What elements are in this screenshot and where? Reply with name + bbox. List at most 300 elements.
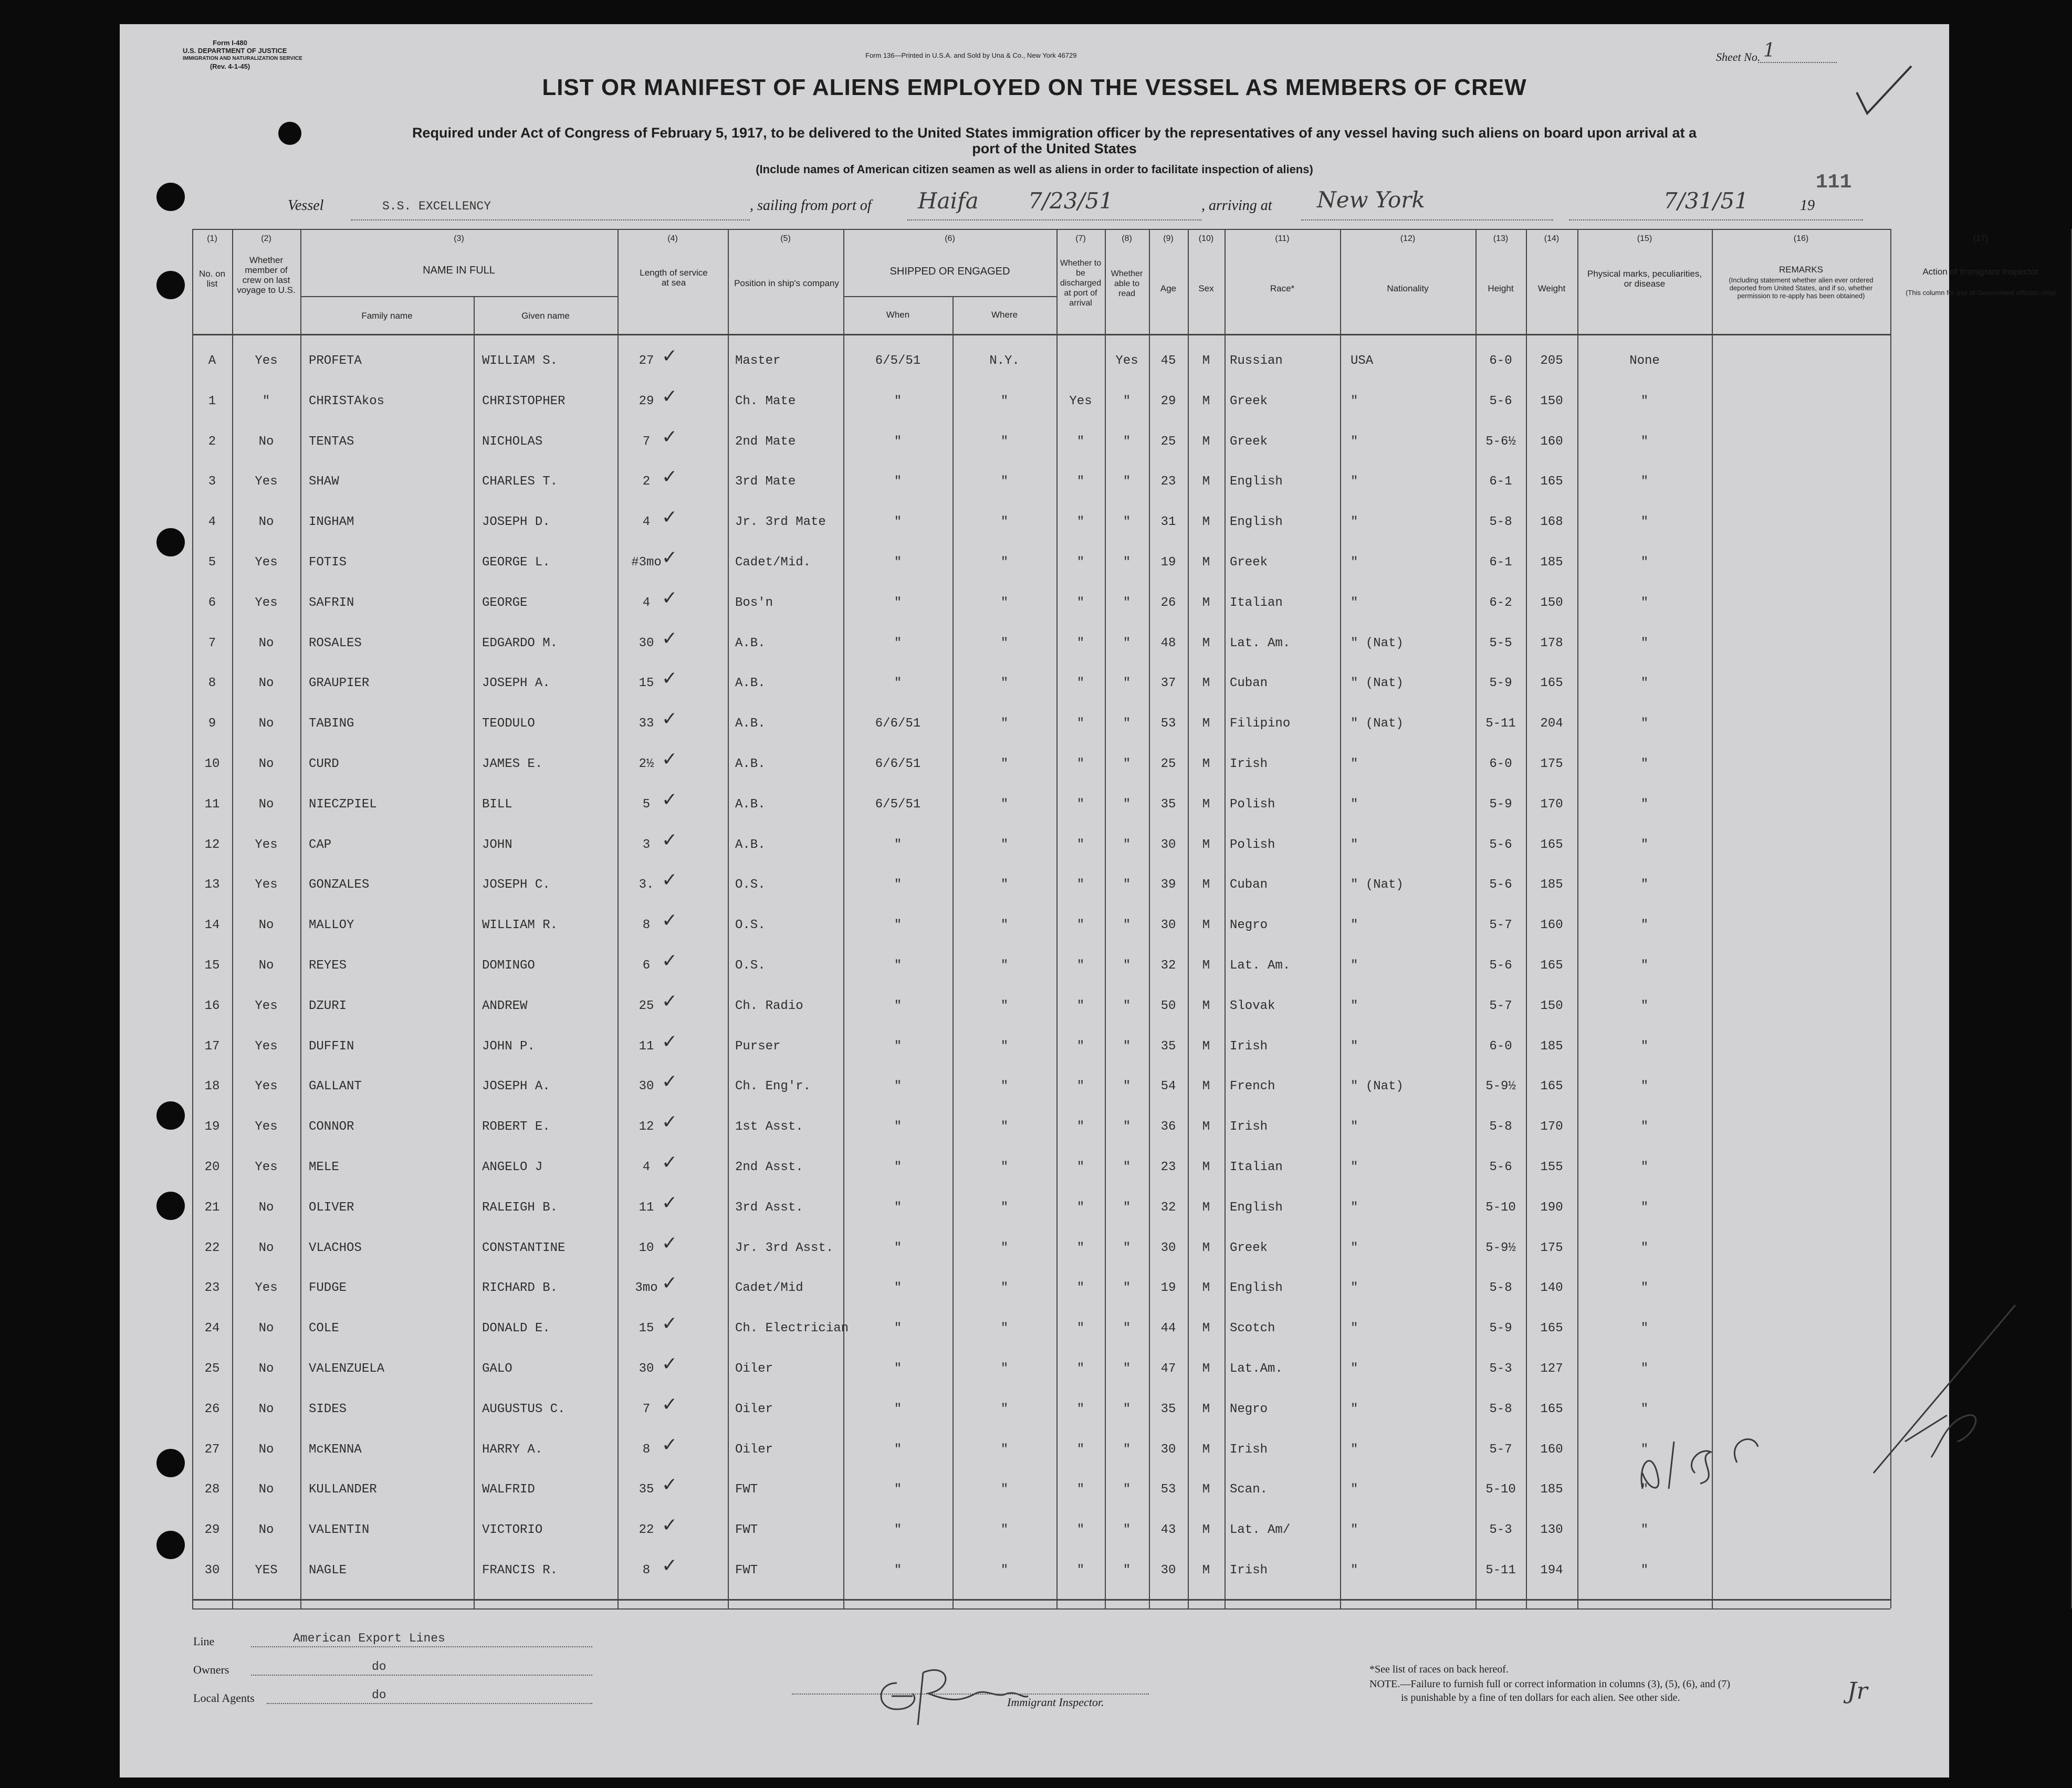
service-length-cell: 12 (639, 1120, 654, 1134)
row-number: 30 (204, 1563, 220, 1577)
shipped-where-cell: " (1000, 1240, 1009, 1255)
nationality-cell: " (1351, 998, 1358, 1013)
nationality-cell: " (Nat) (1351, 1079, 1404, 1094)
last-voyage-cell: Yes (255, 1160, 278, 1174)
table-row (192, 947, 1890, 981)
race-cell: Scotch (1230, 1321, 1275, 1336)
row-number: 4 (208, 515, 216, 530)
able-to-read-cell: " (1123, 636, 1131, 650)
shipped-where-cell: " (1000, 1402, 1009, 1416)
shipped-where-cell: " (1000, 636, 1009, 650)
shipped-when-cell: " (894, 434, 902, 449)
shipped-where-cell: " (1000, 1200, 1009, 1215)
given-name-cell: JOSEPH C. (482, 878, 550, 892)
service-length-cell: 27 (639, 354, 654, 368)
given-name-cell: NICHOLAS (482, 434, 543, 449)
row-number: A (208, 354, 216, 368)
position-cell: A.B. (735, 636, 766, 650)
discharged-cell: " (1076, 515, 1085, 530)
height-cell: 5-10 (1485, 1482, 1516, 1497)
checkmark-icon: ✓ (662, 1555, 678, 1576)
age-cell: 32 (1160, 959, 1176, 973)
last-voyage-cell: No (258, 1523, 274, 1538)
shipped-when-cell: " (894, 1523, 902, 1538)
family-name-cell: PROFETA (309, 354, 362, 368)
table-row (192, 826, 1890, 860)
row-number: 9 (208, 717, 216, 731)
sex-cell: M (1202, 959, 1210, 973)
sex-cell: M (1202, 757, 1210, 771)
race-cell: Lat. Am/ (1230, 1523, 1291, 1538)
col-num: (15) (1637, 234, 1652, 243)
physical-marks-cell: " (1640, 475, 1649, 489)
given-name-cell: GEORGE (482, 595, 528, 610)
position-cell: Cadet/Mid (735, 1281, 803, 1296)
sex-cell: M (1202, 555, 1210, 570)
service-length-cell: 5 (642, 797, 651, 812)
col-header-no: No. on list (198, 269, 226, 289)
service-length-cell: 6 (642, 959, 651, 973)
service-length-cell: 30 (639, 636, 654, 650)
able-to-read-cell: " (1123, 1240, 1131, 1255)
position-cell: Jr. 3rd Asst. (735, 1240, 834, 1255)
height-cell: 5-11 (1485, 717, 1516, 731)
last-voyage-cell: No (258, 1482, 274, 1497)
last-voyage-cell: Yes (255, 1079, 278, 1094)
sex-cell: M (1202, 918, 1210, 933)
service-length-cell: 15 (639, 1321, 654, 1336)
checkmark-icon: ✓ (662, 910, 678, 932)
shipped-when-cell: " (894, 1563, 902, 1577)
nationality-cell: " (1351, 1402, 1358, 1416)
age-cell: 44 (1160, 1321, 1176, 1336)
given-name-cell: GEORGE L. (482, 555, 550, 570)
physical-marks-cell: " (1640, 555, 1649, 570)
discharged-cell: " (1076, 1523, 1085, 1538)
row-number: 7 (208, 636, 216, 650)
col-header-height: Height (1488, 283, 1514, 293)
shipped-where-cell: " (1000, 1281, 1009, 1296)
nationality-cell: " (1351, 918, 1358, 933)
nationality-cell: " (1351, 1281, 1358, 1296)
row-number: 6 (208, 595, 216, 610)
table-row (192, 987, 1890, 1021)
race-cell: Lat. Am. (1230, 959, 1291, 973)
last-voyage-cell: No (258, 1442, 274, 1457)
family-name-cell: TENTAS (309, 434, 354, 449)
able-to-read-cell: Yes (1115, 354, 1138, 368)
height-cell: 6-1 (1489, 475, 1512, 489)
shipped-where-cell: " (1000, 434, 1009, 449)
service-length-cell: 4 (642, 515, 651, 530)
form-number: Form I-480 (213, 39, 247, 47)
race-cell: Cuban (1230, 878, 1268, 892)
discharged-cell: " (1076, 1200, 1085, 1215)
family-name-cell: ROSALES (309, 636, 362, 650)
service-length-cell: 8 (642, 918, 651, 933)
age-cell: 29 (1160, 394, 1176, 408)
able-to-read-cell: " (1123, 676, 1131, 691)
col-header-weight: Weight (1537, 283, 1566, 293)
height-cell: 5-8 (1489, 1402, 1512, 1416)
race-cell: Irish (1230, 757, 1268, 771)
discharged-cell: " (1076, 1160, 1085, 1174)
age-cell: 25 (1160, 434, 1176, 449)
row-number: 8 (208, 676, 216, 691)
able-to-read-cell: " (1123, 1523, 1131, 1538)
manifest-sheet (120, 24, 2056, 1778)
table-row (192, 1189, 1890, 1223)
checkmark-icon: ✓ (662, 788, 678, 811)
nationality-cell: " (1351, 1321, 1358, 1336)
position-cell: Oiler (735, 1442, 773, 1457)
last-voyage-cell: No (258, 797, 274, 812)
table-row (192, 786, 1890, 819)
family-name-cell: GRAUPIER (309, 676, 370, 691)
col-header-position: Position in ship's company (734, 278, 839, 288)
given-name-cell: JOHN (482, 837, 512, 852)
discharged-cell: " (1076, 878, 1085, 892)
height-cell: 5-6½ (1485, 434, 1516, 449)
given-name-cell: JOSEPH A. (482, 676, 550, 691)
race-cell: Polish (1230, 797, 1275, 812)
nationality-cell: " (1351, 757, 1358, 771)
sex-cell: M (1202, 475, 1210, 489)
nationality-cell: " (1351, 1039, 1358, 1054)
checkmark-icon: ✓ (662, 1474, 678, 1496)
service-length-cell: 4 (642, 1160, 651, 1174)
checkmark-icon: ✓ (662, 345, 678, 367)
shipped-where-cell: " (1000, 555, 1009, 570)
col-header-where: Where (991, 310, 1018, 320)
row-number: 27 (204, 1442, 220, 1457)
age-cell: 19 (1160, 555, 1176, 570)
checkmark-icon: ✓ (662, 1111, 678, 1133)
discharged-cell: " (1076, 1482, 1085, 1497)
binder-hole (156, 1449, 185, 1477)
date-to: 7/31/51 (1663, 188, 1749, 214)
header-bottom-border (192, 334, 1890, 335)
port-from-line (907, 219, 1201, 220)
able-to-read-cell: " (1123, 797, 1131, 812)
weight-cell: 168 (1540, 515, 1563, 530)
position-cell: 2nd Asst. (735, 1160, 803, 1174)
nationality-cell: " (1351, 595, 1358, 610)
owners-label: Owners (193, 1663, 229, 1676)
table-row (192, 705, 1890, 739)
row-number: 10 (204, 757, 220, 771)
last-voyage-cell: No (258, 1362, 274, 1376)
shipped-when-cell: 6/6/51 (875, 717, 921, 731)
sex-cell: M (1202, 434, 1210, 449)
weight-cell: 170 (1540, 797, 1563, 812)
discharged-cell: " (1076, 959, 1085, 973)
height-cell: 5-5 (1489, 636, 1512, 650)
sex-cell: M (1202, 998, 1210, 1013)
physical-marks-cell: " (1640, 717, 1649, 731)
last-voyage-cell: Yes (255, 878, 278, 892)
family-name-cell: REYES (309, 959, 347, 973)
binder-hole (156, 271, 185, 299)
shipped-when-cell: " (894, 1402, 902, 1416)
position-cell: FWT (735, 1563, 758, 1577)
physical-marks-cell: " (1640, 1160, 1649, 1174)
row-number: 11 (204, 797, 220, 812)
service-length-cell: 7 (642, 1402, 651, 1416)
last-voyage-cell: Yes (255, 595, 278, 610)
age-cell: 25 (1160, 757, 1176, 771)
checkmark-icon: ✓ (662, 1393, 678, 1415)
shipped-when-cell: " (894, 1321, 902, 1336)
position-cell: 1st Asst. (735, 1120, 803, 1134)
sex-cell: M (1202, 878, 1210, 892)
height-cell: 5-6 (1489, 878, 1512, 892)
discharged-cell: " (1076, 1563, 1085, 1577)
service-length-cell: #3mo (631, 555, 662, 570)
service-length-cell: 11 (639, 1200, 654, 1215)
age-cell: 31 (1160, 515, 1176, 530)
race-cell: Irish (1230, 1442, 1268, 1457)
position-cell: Jr. 3rd Mate (735, 515, 826, 530)
agents-label: Local Agents (193, 1691, 255, 1705)
given-name-cell: WILLIAM R. (482, 918, 558, 933)
age-cell: 30 (1160, 1563, 1176, 1577)
shipped-when-cell: 6/5/51 (875, 797, 921, 812)
given-name-cell: ANGELO J (482, 1160, 543, 1174)
height-cell: 5-8 (1489, 515, 1512, 530)
age-cell: 23 (1160, 475, 1176, 489)
col-num: (11) (1275, 234, 1290, 243)
weight-cell: 165 (1540, 475, 1563, 489)
col-header-family-name: Family name (361, 311, 413, 321)
table-top-border (192, 229, 1890, 230)
checkmark-icon: ✓ (662, 1071, 678, 1093)
nationality-cell: " (1351, 1563, 1358, 1577)
checkmark-icon: ✓ (662, 829, 678, 851)
physical-marks-cell: " (1640, 1200, 1649, 1215)
shipped-when-cell: " (894, 1482, 902, 1497)
checkmark-icon: ✓ (662, 1152, 678, 1173)
nationality-cell: " (1351, 1160, 1358, 1174)
able-to-read-cell: " (1123, 1039, 1131, 1054)
family-name-cell: DZURI (309, 998, 347, 1013)
height-cell: 6-0 (1489, 354, 1512, 368)
height-cell: 5-8 (1489, 1120, 1512, 1134)
sailing-label: , sailing from port of (750, 197, 872, 214)
date-to-line (1569, 219, 1863, 220)
subtitle-block (267, 125, 1842, 156)
race-cell: Scan. (1230, 1482, 1268, 1497)
sex-cell: M (1202, 636, 1210, 650)
sex-cell: M (1202, 354, 1210, 368)
shipped-when-cell: 6/6/51 (875, 757, 921, 771)
shipped-when-cell: " (894, 1039, 902, 1054)
given-name-cell: ROBERT E. (482, 1120, 550, 1134)
discharged-cell: " (1076, 1240, 1085, 1255)
weight-cell: 165 (1540, 1321, 1563, 1336)
age-cell: 39 (1160, 878, 1176, 892)
col-header-marks: Physical marks, peculiarities, or disease (1587, 269, 1702, 289)
checkmark-icon: ✓ (662, 1272, 678, 1295)
position-cell: Ch. Electrician (735, 1321, 849, 1336)
physical-marks-cell: " (1640, 515, 1649, 530)
weight-cell: 150 (1540, 595, 1563, 610)
weight-cell: 185 (1540, 1482, 1563, 1497)
given-name-cell: JAMES E. (482, 757, 543, 771)
physical-marks-cell: " (1640, 959, 1649, 973)
able-to-read-cell: " (1123, 1200, 1131, 1215)
height-cell: 6-0 (1489, 1039, 1512, 1054)
sex-cell: M (1202, 1523, 1210, 1538)
able-to-read-cell: " (1123, 1442, 1131, 1457)
age-cell: 32 (1160, 1200, 1176, 1215)
last-voyage-cell: Yes (255, 1281, 278, 1296)
nationality-cell: " (Nat) (1351, 717, 1404, 731)
col-num: (2) (261, 234, 271, 243)
vessel-line (351, 219, 750, 220)
height-cell: 6-0 (1489, 757, 1512, 771)
given-name-cell: ANDREW (482, 998, 528, 1013)
family-name-cell: FOTIS (309, 555, 347, 570)
height-cell: 5-9½ (1485, 1079, 1516, 1094)
col-header-discharged: Whether to be discharged at port of arrival (1060, 259, 1102, 308)
able-to-read-cell: " (1123, 394, 1131, 408)
table-row (192, 1269, 1890, 1303)
sex-cell: M (1202, 1362, 1210, 1376)
discharged-cell: " (1076, 1321, 1085, 1336)
height-cell: 5-9 (1489, 1321, 1512, 1336)
family-name-cell: MALLOY (309, 918, 354, 933)
given-name-cell: WALFRID (482, 1482, 535, 1497)
table-bottom-border (192, 1599, 1890, 1601)
nationality-cell: " (1351, 959, 1358, 973)
sex-cell: M (1202, 1240, 1210, 1255)
given-name-cell: JOSEPH A. (482, 1079, 550, 1094)
shipped-where-cell: " (1000, 959, 1009, 973)
service-length-cell: 35 (639, 1482, 654, 1497)
sheet-no-label: Sheet No. (1716, 50, 1761, 64)
able-to-read-cell: " (1123, 1160, 1131, 1174)
discharged-cell: " (1076, 1079, 1085, 1094)
table-row (192, 1068, 1890, 1101)
family-name-cell: DUFFIN (309, 1039, 354, 1054)
discharged-cell: " (1076, 475, 1085, 489)
weight-cell: 130 (1540, 1523, 1563, 1538)
weight-cell: 140 (1540, 1281, 1563, 1296)
row-number: 15 (204, 959, 220, 973)
checkmark-icon: ✓ (662, 426, 678, 448)
checkmark-icon: ✓ (662, 587, 678, 609)
last-voyage-cell: No (258, 1402, 274, 1416)
last-voyage-cell: No (258, 1240, 274, 1255)
race-cell: Italian (1230, 595, 1283, 610)
age-cell: 35 (1160, 1402, 1176, 1416)
physical-marks-cell: " (1640, 636, 1649, 650)
able-to-read-cell: " (1123, 1079, 1131, 1094)
last-voyage-cell: Yes (255, 354, 278, 368)
position-cell: A.B. (735, 837, 766, 852)
col-num: (6) (945, 234, 955, 243)
table-row (192, 1108, 1890, 1142)
nationality-cell: " (1351, 555, 1358, 570)
subtitle-line-1: Required under Act of Congress of February 5, 1917, to be delivered to the United States immigration officer by the representatives of any vessel having such aliens on board upon arrival at a (412, 125, 1697, 141)
service-name: IMMIGRATION AND NATURALIZATION SERVICE (183, 56, 302, 61)
age-cell: 37 (1160, 676, 1176, 691)
col-header-age: Age (1160, 283, 1177, 293)
checkmark-icon: ✓ (662, 1232, 678, 1254)
row-number: 13 (204, 878, 220, 892)
age-cell: 30 (1160, 837, 1176, 852)
shipped-when-cell: " (894, 1281, 902, 1296)
col-num: (16) (1793, 234, 1809, 243)
able-to-read-cell: " (1123, 757, 1131, 771)
given-name-cell: BILL (482, 797, 512, 812)
age-cell: 43 (1160, 1523, 1176, 1538)
able-to-read-cell: " (1123, 1362, 1131, 1376)
binder-hole (156, 1531, 185, 1559)
physical-marks-cell: " (1640, 1563, 1649, 1577)
printer-line: Form 136—Printed in U.S.A. and Sold by Una & Co., New York 46729 (865, 51, 1077, 59)
col-header-action: Action of Immigrant Inspector (1922, 267, 2039, 277)
discharged-cell: " (1076, 595, 1085, 610)
checkmark-icon: ✓ (662, 990, 678, 1012)
col-num: (8) (1122, 234, 1132, 243)
table-row (192, 745, 1890, 779)
last-voyage-cell: No (258, 717, 274, 731)
row-number: 24 (204, 1321, 220, 1336)
position-cell: Cadet/Mid. (735, 555, 811, 570)
owners-underline (251, 1675, 592, 1676)
weight-cell: 165 (1540, 676, 1563, 691)
race-cell: Greek (1230, 1240, 1268, 1255)
service-length-cell: 3 (642, 837, 651, 852)
nationality-cell: " (1351, 515, 1358, 530)
discharged-cell: " (1076, 676, 1085, 691)
binder-hole (156, 528, 185, 556)
family-name-cell: McKENNA (309, 1442, 362, 1457)
nationality-cell: " (1351, 1523, 1358, 1538)
given-name-cell: JOSEPH D. (482, 515, 550, 530)
table-row (192, 907, 1890, 940)
sex-cell: M (1202, 1321, 1210, 1336)
row-number: 25 (204, 1362, 220, 1376)
age-cell: 48 (1160, 636, 1176, 650)
shipped-when-cell: " (894, 837, 902, 852)
physical-marks-cell: " (1640, 998, 1649, 1013)
row-number: 26 (204, 1402, 220, 1416)
port-from: Haifa (918, 188, 979, 214)
shipped-where-cell: " (1000, 717, 1009, 731)
checkmark-icon: ✓ (662, 1434, 678, 1456)
able-to-read-cell: " (1123, 1482, 1131, 1497)
shipped-when-cell: " (894, 595, 902, 610)
last-voyage-cell: Yes (255, 555, 278, 570)
col-header-read: Whether able to read (1111, 269, 1143, 298)
discharged-cell: " (1076, 998, 1085, 1013)
given-name-cell: HARRY A. (482, 1442, 543, 1457)
shipped-when-cell: " (894, 676, 902, 691)
position-cell: 2nd Mate (735, 434, 796, 449)
weight-cell: 165 (1540, 959, 1563, 973)
row-number: 19 (204, 1120, 220, 1134)
family-name-cell: KULLANDER (309, 1482, 377, 1497)
last-voyage-cell: " (262, 394, 270, 408)
height-cell: 5-3 (1489, 1362, 1512, 1376)
given-name-cell: WILLIAM S. (482, 354, 558, 368)
checkmark-icon: ✓ (662, 869, 678, 891)
position-cell: Oiler (735, 1402, 773, 1416)
race-cell: French (1230, 1079, 1275, 1094)
